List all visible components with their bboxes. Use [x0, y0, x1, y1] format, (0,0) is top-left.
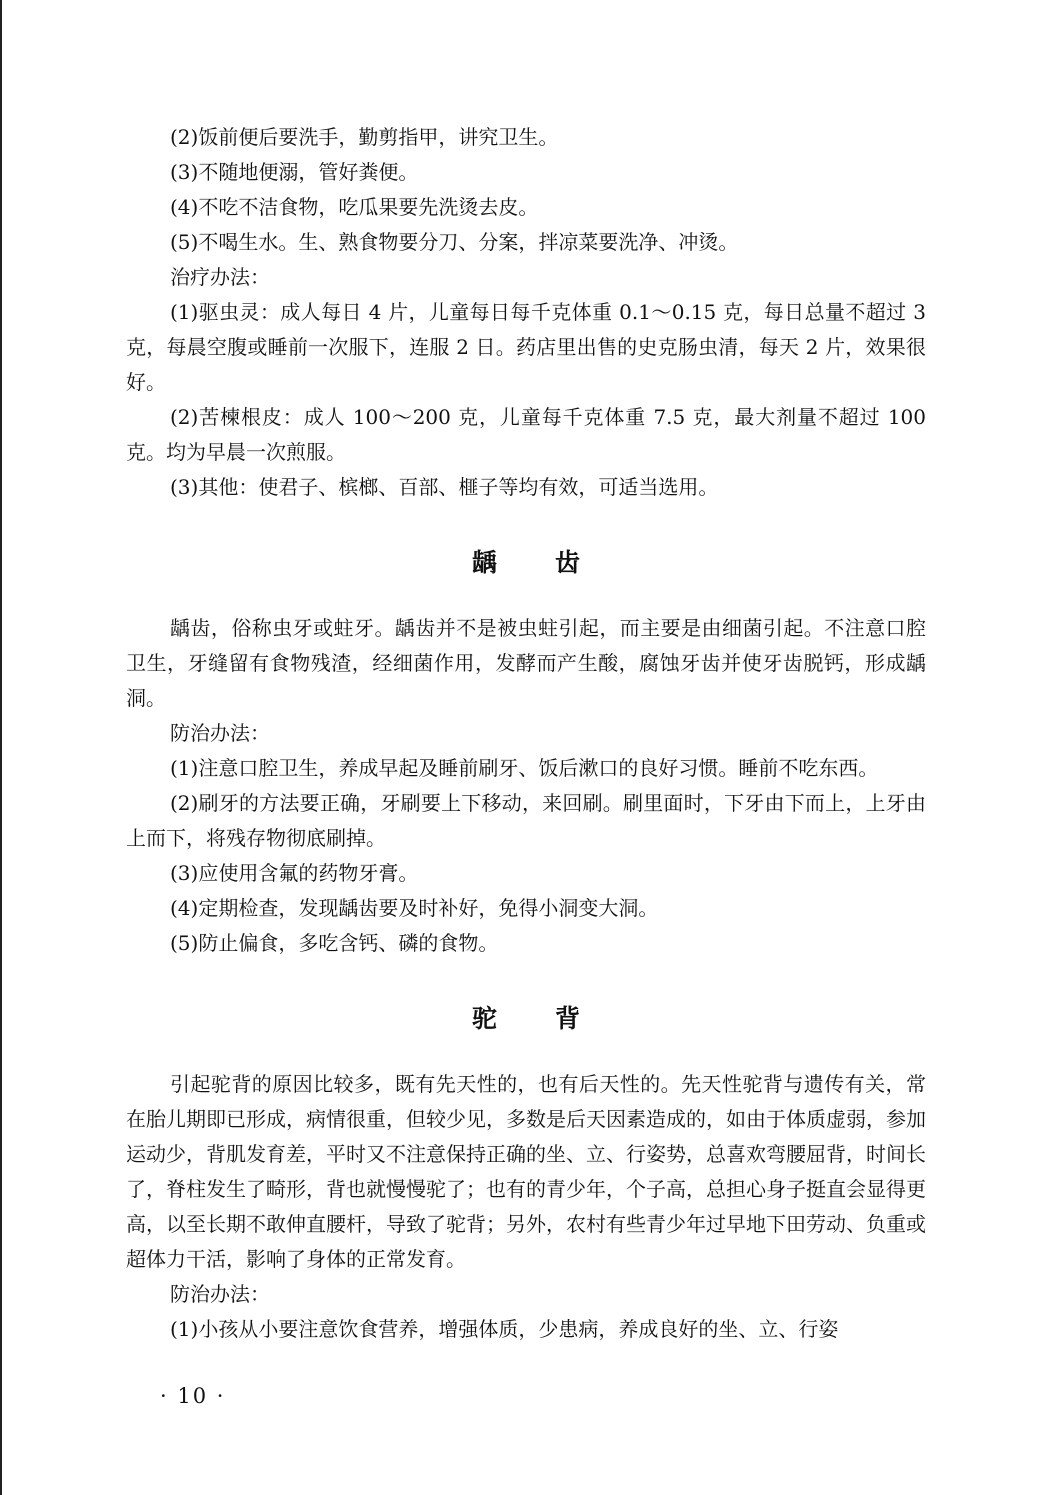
- treatment-item-3: (3)其他：使君子、槟榔、百部、榧子等均有效，可适当选用。: [170, 475, 719, 499]
- caries-item-2: (2)刷牙的方法要正确，牙刷要上下移动，来回刷。刷里面时，下牙由下而上，上牙由上而下，将残存物彻底刷掉。: [126, 791, 926, 850]
- prev-item-4: (4)不吃不洁食物，吃瓜果要先洗烫去皮。: [170, 195, 539, 219]
- hunchback-prevention-label: 防治办法：: [170, 1282, 270, 1306]
- page-edge: [0, 0, 2, 1495]
- prev-item-3: (3)不随地便溺，管好粪便。: [170, 160, 419, 184]
- page-content: [126, 120, 926, 1347]
- caries-item-1: (1)注意口腔卫生，养成早起及睡前刷牙、饭后漱口的良好习惯。睡前不吃东西。: [170, 756, 879, 780]
- hunchback-item-1: (1)小孩从小要注意饮食营养，增强体质，少患病，养成良好的坐、立、行姿: [170, 1317, 839, 1341]
- caries-heading: 龋齿: [471, 548, 638, 577]
- treatment-item-1: (1)驱虫灵：成人每日 4 片，儿童每日每千克体重 0.1～0.15 克，每日总量不超过 3 克，每晨空腹或睡前一次服下，连服 2 日。药店里出售的史克肠虫清，每天 2 片，效果很好。: [126, 300, 926, 394]
- caries-item-4: (4)定期检查，发现龋齿要及时补好，免得小洞变大洞。: [170, 896, 659, 920]
- caries-item-5: (5)防止偏食，多吃含钙、磷的食物。: [170, 931, 499, 955]
- hunchback-intro: 引起驼背的原因比较多，既有先天性的，也有后天性的。先天性驼背与遗传有关，常在胎儿期即已形成，病情很重，但较少见，多数是后天因素造成的，如由于体质虚弱，参加运动少，背肌发育差，平时又不注意保持正确的坐、立、行姿势，总喜欢弯腰屈背，时间长了，脊柱发生了畸形，背也就慢慢驼了；也有的青少年，个子高，总担心身子挺直会显得更高，以至长期不敢伸直腰杆，导致了驼背；另外，农村有些青少年过早地下田劳动、负重或超体力干活，影响了身体的正常发育。: [126, 1072, 926, 1271]
- page-number: · 10 ·: [160, 1384, 226, 1408]
- treatment-item-2: (2)苦楝根皮：成人 100～200 克，儿童每千克体重 7.5 克，最大剂量不超过 100 克。均为早晨一次煎服。: [126, 405, 926, 464]
- caries-intro: 龋齿，俗称虫牙或蛀牙。龋齿并不是被虫蛀引起，而主要是由细菌引起。不注意口腔卫生，牙缝留有食物残渣，经细菌作用，发酵而产生酸，腐蚀牙齿并使牙齿脱钙，形成龋洞。: [126, 616, 926, 710]
- caries-prevention-label: 防治办法：: [170, 721, 270, 745]
- prev-item-5: (5)不喝生水。生、熟食物要分刀、分案，拌凉菜要洗净、冲烫。: [170, 230, 739, 254]
- caries-item-3: (3)应使用含氟的药物牙膏。: [170, 861, 419, 885]
- hunchback-heading: 驼背: [471, 1004, 638, 1033]
- prev-item-2: (2)饭前便后要洗手，勤剪指甲，讲究卫生。: [170, 125, 559, 149]
- treatment-label: 治疗办法：: [170, 265, 270, 289]
